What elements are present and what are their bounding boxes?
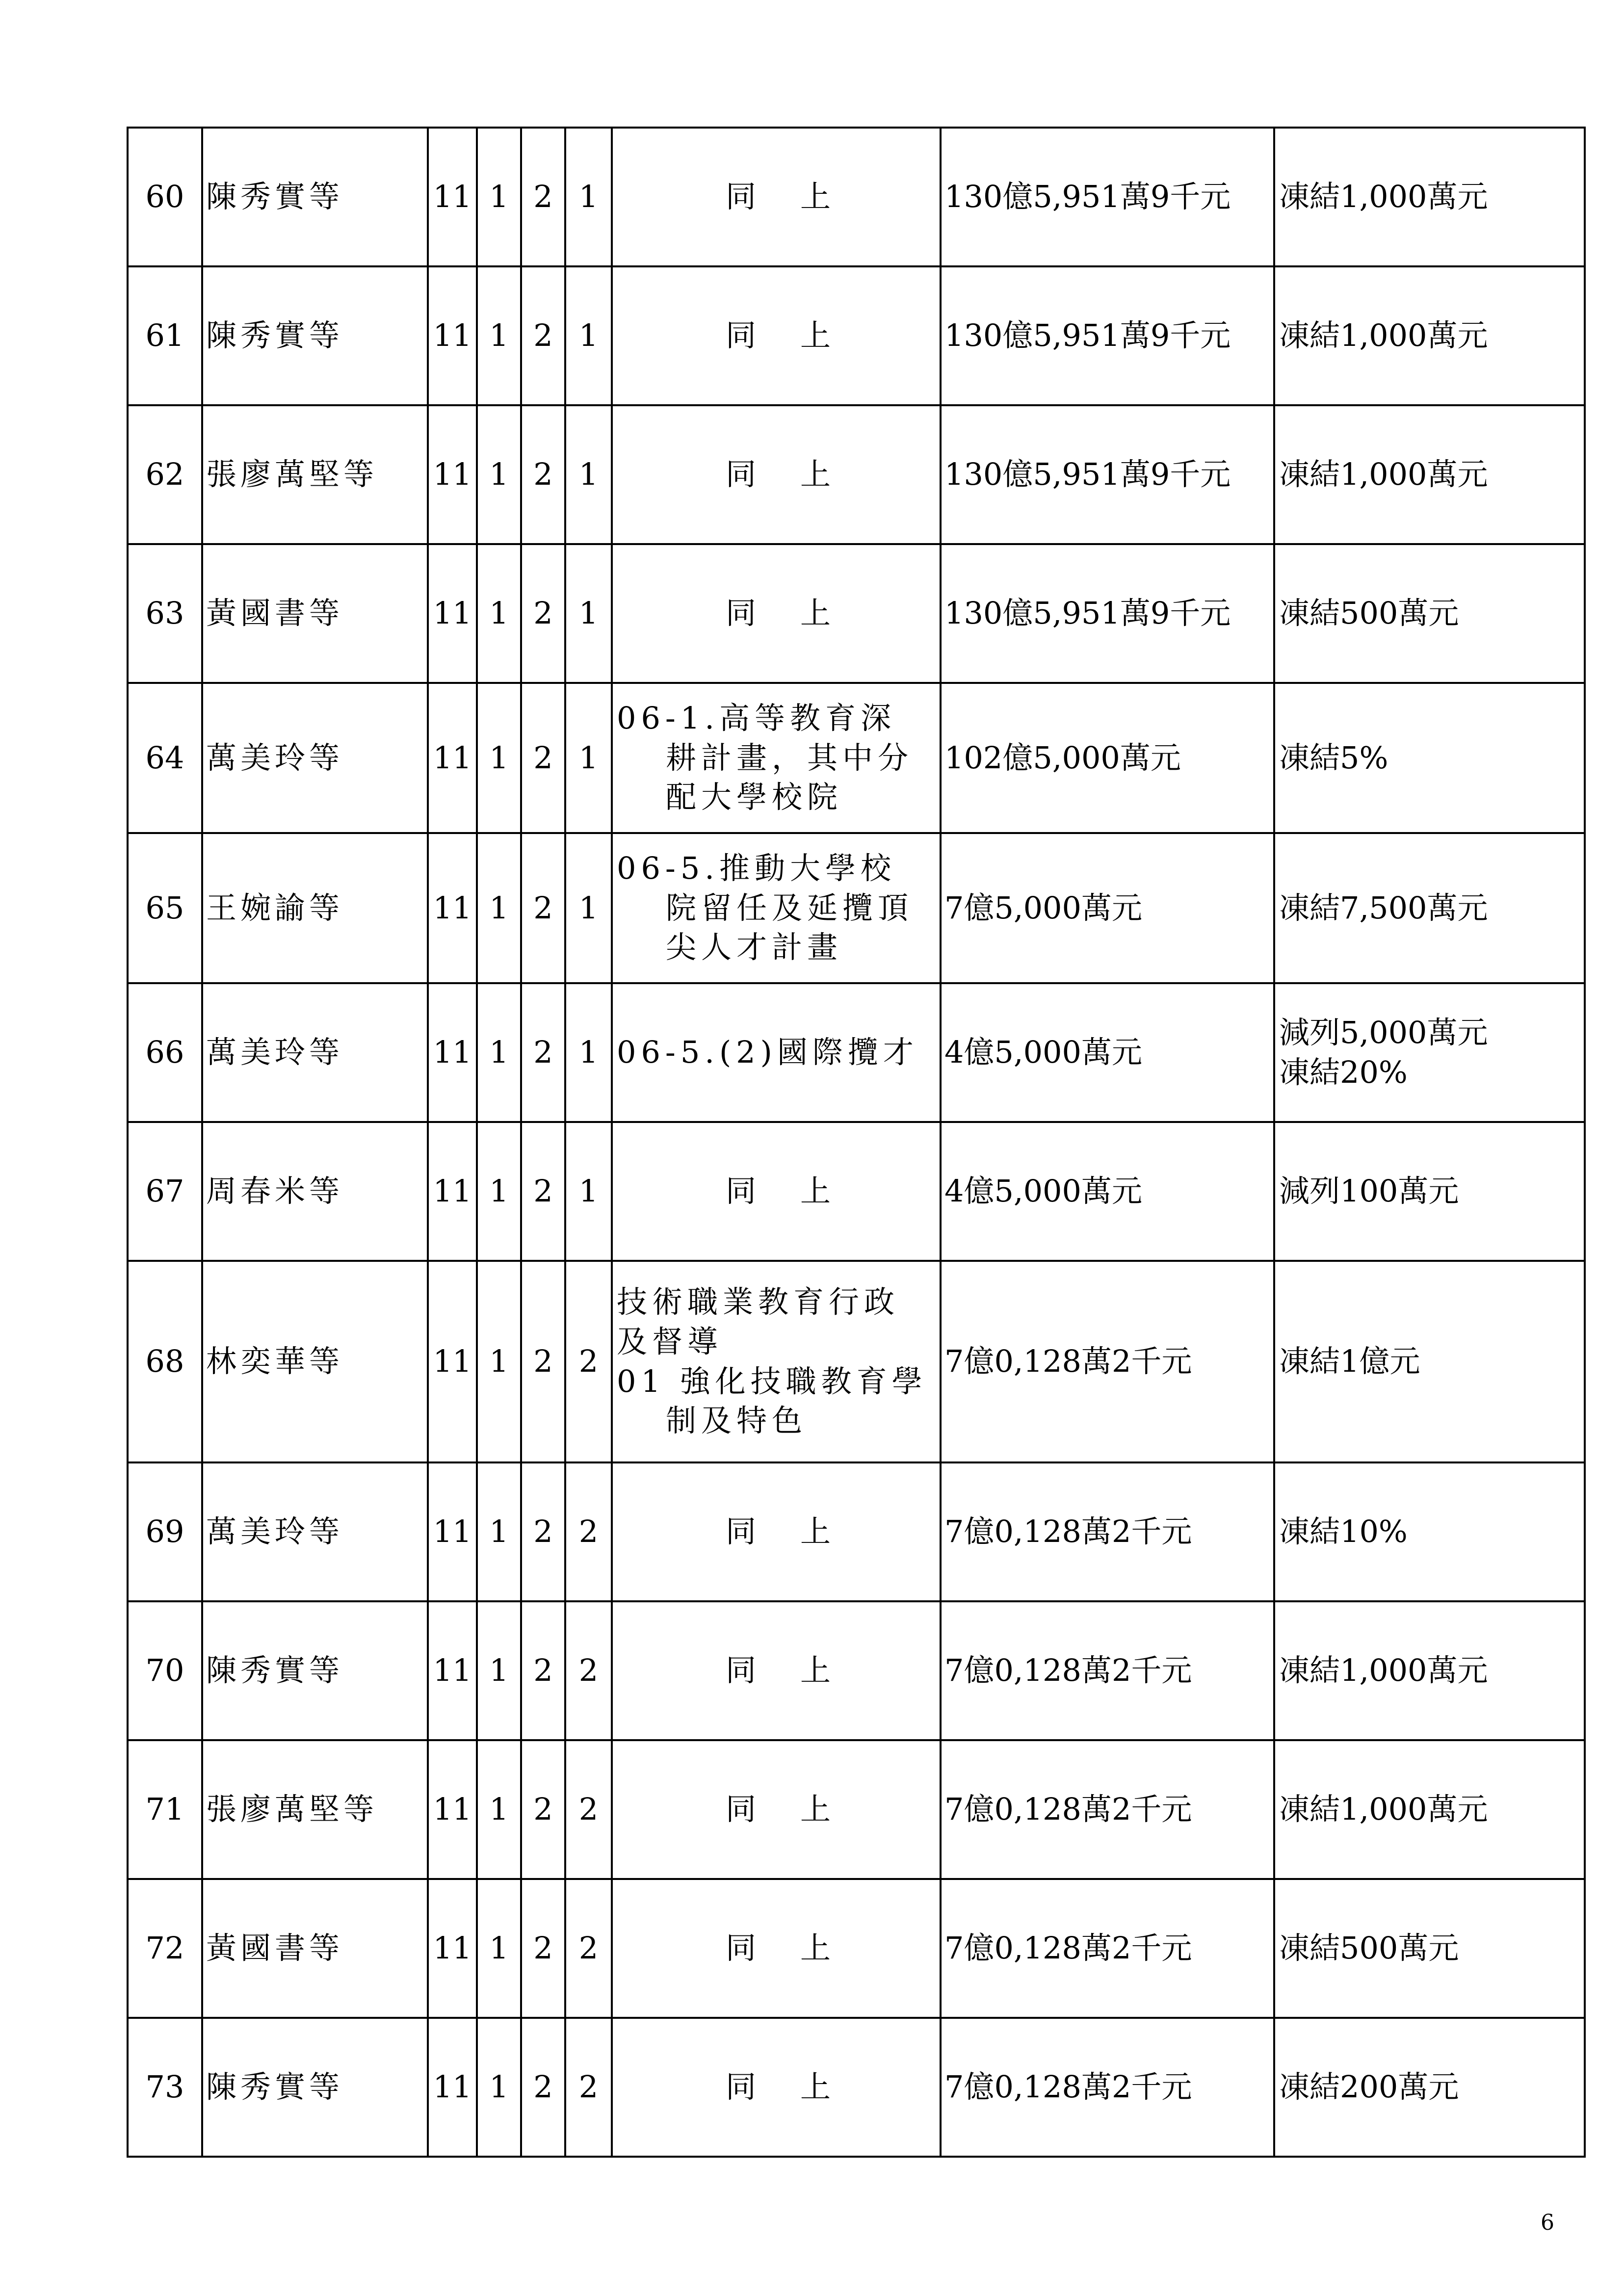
budget-amount: 130億5,951萬9千元 (941, 405, 1274, 544)
budget-amount: 7億0,128萬2千元 (941, 1261, 1274, 1462)
budget-amount: 7億0,128萬2千元 (941, 2018, 1274, 2157)
row-number: 60 (128, 128, 202, 266)
budget-item-line: 尖人才計畫 (666, 929, 843, 965)
budget-code-c3: 2 (521, 2018, 565, 2157)
budget-code-c3: 2 (521, 1601, 565, 1740)
row-number: 67 (128, 1122, 202, 1261)
proposer-name: 萬美玲等 (202, 683, 428, 833)
proposer-name: 周春米等 (202, 1122, 428, 1261)
budget-code-c3: 2 (521, 1740, 565, 1879)
table-row (128, 683, 1585, 833)
table-row (128, 128, 1585, 266)
motion-action (1274, 1261, 1585, 1462)
table-row (128, 266, 1585, 405)
same-as-above-text: 上 (800, 1652, 831, 1689)
budget-item (612, 1740, 941, 1879)
budget-amount: 7億0,128萬2千元 (941, 1740, 1274, 1879)
budget-code-c3: 2 (521, 405, 565, 544)
proposer-name: 陳秀實等 (202, 266, 428, 405)
budget-code-c1: 11 (428, 1879, 477, 2018)
row-number: 63 (128, 544, 202, 683)
budget-code-c2: 1 (477, 1462, 521, 1601)
same-as-above-text: 上 (800, 179, 831, 215)
motion-action-line: 凍結1,000萬元 (1279, 1652, 1488, 1689)
same-as-above-text: 上 (800, 595, 831, 631)
motion-action (1274, 266, 1585, 405)
budget-code-c3: 2 (521, 1261, 565, 1462)
motion-action (1274, 833, 1585, 983)
budget-item (612, 2018, 941, 2157)
motion-action-line: 凍結1億元 (1279, 1343, 1420, 1380)
budget-code-c2: 1 (477, 266, 521, 405)
budget-code-c3: 2 (521, 266, 565, 405)
budget-item (612, 1462, 941, 1601)
motion-action (1274, 1879, 1585, 2018)
motion-action (1274, 1462, 1585, 1601)
budget-code-c4: 1 (565, 544, 612, 683)
same-as-above-text: 同 (725, 1930, 756, 1966)
budget-item (612, 1122, 941, 1261)
budget-code-c4: 1 (565, 683, 612, 833)
motion-action-line: 凍結500萬元 (1279, 595, 1459, 631)
budget-code-c2: 1 (477, 683, 521, 833)
budget-code-c4: 1 (565, 128, 612, 266)
table-row (128, 833, 1585, 983)
budget-code-c3: 2 (521, 1122, 565, 1261)
motion-action (1274, 405, 1585, 544)
motion-action-line: 凍結1,000萬元 (1279, 179, 1488, 215)
same-as-above-text: 同 (725, 1791, 756, 1827)
budget-item (612, 1601, 941, 1740)
table-body (128, 128, 1585, 2157)
budget-amount: 4億5,000萬元 (941, 1122, 1274, 1261)
budget-code-c1: 11 (428, 833, 477, 983)
budget-motion-table (127, 127, 1586, 2158)
budget-amount: 7億0,128萬2千元 (941, 1462, 1274, 1601)
proposer-name: 王婉諭等 (202, 833, 428, 983)
row-number: 62 (128, 405, 202, 544)
budget-item (612, 833, 941, 983)
motion-action-line: 凍結1,000萬元 (1279, 1791, 1488, 1827)
budget-amount: 102億5,000萬元 (941, 683, 1274, 833)
budget-code-c3: 2 (521, 983, 565, 1122)
motion-action-line: 凍結7,500萬元 (1279, 889, 1488, 926)
budget-amount: 4億5,000萬元 (941, 983, 1274, 1122)
row-number: 71 (128, 1740, 202, 1879)
budget-amount: 130億5,951萬9千元 (941, 266, 1274, 405)
motion-action-line: 凍結20% (1279, 1054, 1408, 1090)
same-as-above-text: 上 (800, 456, 831, 493)
budget-item-line: 耕計畫，其中分 (666, 739, 914, 776)
budget-code-c2: 1 (477, 1879, 521, 2018)
proposer-name: 陳秀實等 (202, 2018, 428, 2157)
budget-code-c4: 1 (565, 983, 612, 1122)
budget-code-c1: 11 (428, 1122, 477, 1261)
same-as-above-text: 上 (800, 1513, 831, 1550)
budget-item (612, 683, 941, 833)
budget-code-c3: 2 (521, 1462, 565, 1601)
budget-code-c1: 11 (428, 1462, 477, 1601)
table-row (128, 983, 1585, 1122)
budget-item-line: 01 強化技職教育學 (617, 1363, 927, 1399)
motion-action-line: 凍結5% (1279, 739, 1388, 776)
proposer-name: 林奕華等 (202, 1261, 428, 1462)
proposer-name: 黃國書等 (202, 544, 428, 683)
row-number: 65 (128, 833, 202, 983)
budget-item-line: 技術職業教育行政 (617, 1284, 900, 1320)
same-as-above-text: 同 (725, 2069, 756, 2105)
budget-code-c2: 1 (477, 544, 521, 683)
budget-item-line: 及督導 (617, 1323, 723, 1359)
row-number: 72 (128, 1879, 202, 2018)
motion-action-line: 凍結10% (1279, 1513, 1408, 1550)
motion-action-line: 凍結200萬元 (1279, 2069, 1459, 2105)
motion-action (1274, 1601, 1585, 1740)
motion-action-line: 凍結1,000萬元 (1279, 456, 1488, 493)
table-row (128, 1462, 1585, 1601)
same-as-above-text: 同 (725, 179, 756, 215)
row-number: 69 (128, 1462, 202, 1601)
budget-code-c4: 1 (565, 266, 612, 405)
budget-item (612, 544, 941, 683)
budget-amount: 130億5,951萬9千元 (941, 544, 1274, 683)
budget-code-c1: 11 (428, 1261, 477, 1462)
same-as-above-text: 上 (800, 2069, 831, 2105)
table-row (128, 1261, 1585, 1462)
row-number: 68 (128, 1261, 202, 1462)
budget-item-line: 06-1.高等教育深 (617, 700, 896, 736)
row-number: 64 (128, 683, 202, 833)
proposer-name: 張廖萬堅等 (202, 1740, 428, 1879)
budget-code-c1: 11 (428, 983, 477, 1122)
budget-code-c2: 1 (477, 1740, 521, 1879)
budget-amount: 7億0,128萬2千元 (941, 1601, 1274, 1740)
budget-code-c1: 11 (428, 1601, 477, 1740)
row-number: 61 (128, 266, 202, 405)
budget-code-c2: 1 (477, 983, 521, 1122)
budget-amount: 130億5,951萬9千元 (941, 128, 1274, 266)
page-number: 6 (1541, 2210, 1554, 2235)
same-as-above-text: 同 (725, 1513, 756, 1550)
budget-code-c2: 1 (477, 833, 521, 983)
table-row (128, 1740, 1585, 1879)
budget-amount: 7億5,000萬元 (941, 833, 1274, 983)
budget-code-c2: 1 (477, 1122, 521, 1261)
motion-action-line: 減列100萬元 (1279, 1173, 1459, 1209)
budget-code-c1: 11 (428, 683, 477, 833)
proposer-name: 萬美玲等 (202, 983, 428, 1122)
table-row (128, 2018, 1585, 2157)
budget-item-line: 06-5.推動大學校 (617, 850, 896, 887)
table-row (128, 405, 1585, 544)
budget-item-line: 制及特色 (666, 1403, 808, 1439)
budget-code-c4: 2 (565, 1740, 612, 1879)
budget-code-c4: 1 (565, 833, 612, 983)
budget-code-c1: 11 (428, 2018, 477, 2157)
table-row (128, 1122, 1585, 1261)
budget-item-line: 06-5.(2)國際攬才 (617, 1034, 918, 1070)
budget-code-c2: 1 (477, 2018, 521, 2157)
budget-code-c1: 11 (428, 266, 477, 405)
proposer-name: 黃國書等 (202, 1879, 428, 2018)
row-number: 66 (128, 983, 202, 1122)
budget-code-c2: 1 (477, 405, 521, 544)
budget-code-c4: 1 (565, 405, 612, 544)
table-row (128, 544, 1585, 683)
proposer-name: 萬美玲等 (202, 1462, 428, 1601)
motion-action (1274, 544, 1585, 683)
budget-code-c1: 11 (428, 1740, 477, 1879)
same-as-above-text: 上 (800, 1791, 831, 1827)
budget-code-c3: 2 (521, 683, 565, 833)
budget-code-c4: 2 (565, 1462, 612, 1601)
budget-code-c3: 2 (521, 1879, 565, 2018)
motion-action (1274, 683, 1585, 833)
budget-item (612, 983, 941, 1122)
motion-action-line: 凍結1,000萬元 (1279, 317, 1488, 354)
budget-code-c4: 1 (565, 1122, 612, 1261)
budget-item (612, 1879, 941, 2018)
motion-action (1274, 1122, 1585, 1261)
budget-code-c3: 2 (521, 833, 565, 983)
budget-item (612, 266, 941, 405)
table-row (128, 1601, 1585, 1740)
same-as-above-text: 同 (725, 1173, 756, 1209)
proposer-name: 張廖萬堅等 (202, 405, 428, 544)
budget-code-c2: 1 (477, 1261, 521, 1462)
same-as-above-text: 同 (725, 595, 756, 631)
motion-action-line: 凍結500萬元 (1279, 1930, 1459, 1966)
budget-code-c4: 2 (565, 1261, 612, 1462)
same-as-above-text: 上 (800, 1930, 831, 1966)
proposer-name: 陳秀實等 (202, 1601, 428, 1740)
same-as-above-text: 上 (800, 317, 831, 354)
budget-item (612, 405, 941, 544)
budget-item-line: 院留任及延攬頂 (666, 889, 914, 926)
motion-action (1274, 983, 1585, 1122)
same-as-above-text: 上 (800, 1173, 831, 1209)
budget-code-c4: 2 (565, 1879, 612, 2018)
budget-code-c1: 11 (428, 128, 477, 266)
motion-action (1274, 128, 1585, 266)
motion-action-line: 減列5,000萬元 (1279, 1014, 1488, 1050)
budget-item (612, 128, 941, 266)
budget-code-c4: 2 (565, 1601, 612, 1740)
budget-item (612, 1261, 941, 1462)
table-row (128, 1879, 1585, 2018)
budget-item-line: 配大學校院 (666, 779, 843, 815)
budget-code-c1: 11 (428, 544, 477, 683)
budget-code-c2: 1 (477, 1601, 521, 1740)
budget-code-c2: 1 (477, 128, 521, 266)
same-as-above-text: 同 (725, 1652, 756, 1689)
proposer-name: 陳秀實等 (202, 128, 428, 266)
budget-code-c3: 2 (521, 128, 565, 266)
budget-code-c3: 2 (521, 544, 565, 683)
same-as-above-text: 同 (725, 456, 756, 493)
same-as-above-text: 同 (725, 317, 756, 354)
row-number: 73 (128, 2018, 202, 2157)
motion-action (1274, 1740, 1585, 1879)
budget-code-c4: 2 (565, 2018, 612, 2157)
budget-amount: 7億0,128萬2千元 (941, 1879, 1274, 2018)
motion-action (1274, 2018, 1585, 2157)
budget-code-c1: 11 (428, 405, 477, 544)
row-number: 70 (128, 1601, 202, 1740)
